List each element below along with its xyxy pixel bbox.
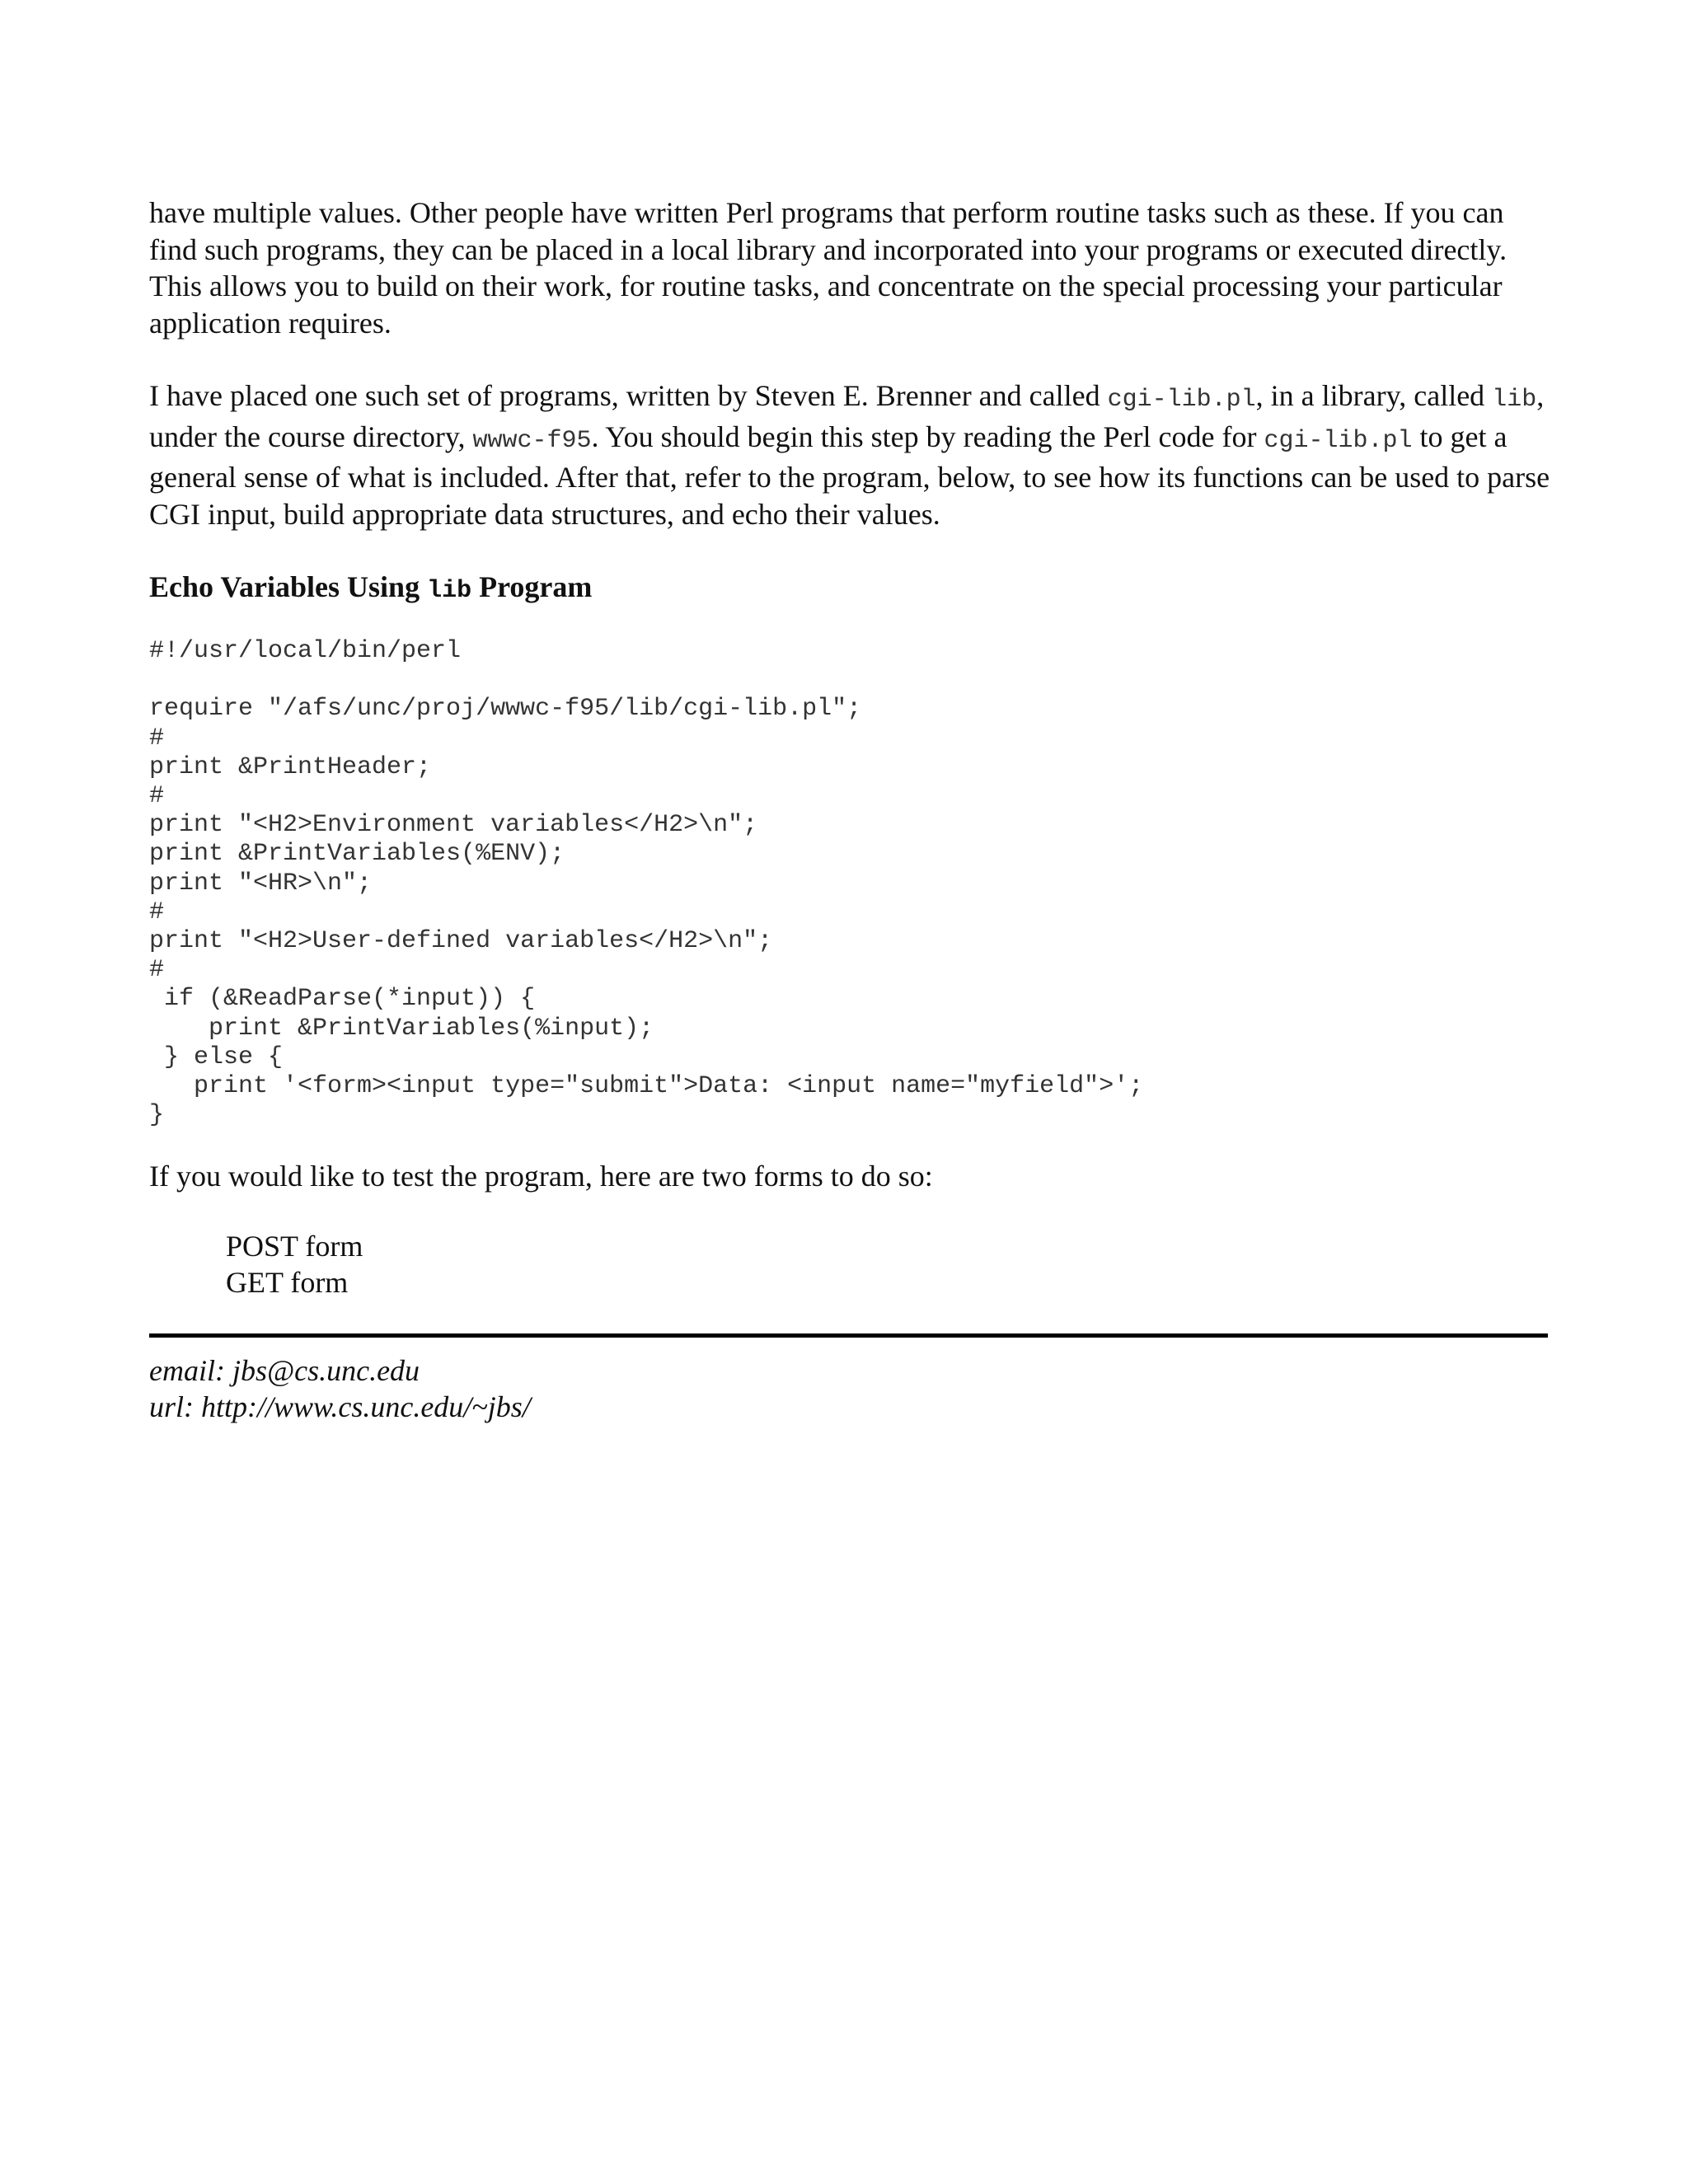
perl-code-listing: #!/usr/local/bin/perl require "/afs/unc/proj/wwwc-f95/lib/cgi-lib.pl"; # print &PrintHeader; # print "<H2>Environment variables</H2>\n"; print &PrintVariables(%ENV); print "<HR>\n"; # print "<H2>User-defined variables</H2>\n"; # if (&ReadParse(*input)) { print &PrintVariables(%input); } else { print '<form><input type="submit">Data: <input name="myfield">'; } bbox=[149, 637, 1144, 1130]
heading-prefix: Echo Variables Using bbox=[149, 570, 428, 603]
post-form-link[interactable]: POST form bbox=[226, 1229, 363, 1263]
library-text-4: . You should begin this step by reading the Perl code for bbox=[591, 419, 1264, 453]
inline-code-lib: lib bbox=[1492, 386, 1537, 414]
library-paragraph bbox=[149, 377, 1550, 532]
homepage-link[interactable]: url: http://www.cs.unc.edu/~jbs/ bbox=[149, 1390, 531, 1423]
get-form-link[interactable]: GET form bbox=[226, 1265, 349, 1299]
form-links-list bbox=[226, 1228, 1550, 1301]
library-text-5: to get a general sense of what is included. After that, refer to the program, below, to see how its functions can be used to parse CGI input, build appropriate data structures, and echo their values. bbox=[149, 419, 1550, 531]
library-text-3: , under the course directory, bbox=[149, 379, 1545, 453]
intro-paragraph: have multiple values. Other people have written Perl programs that perform routine tasks such as these. If you can find such programs, they can be placed in a local library and incorporated into your programs or executed directly. This allows you to build on their work, for routine tasks, and concentrate on the special processing your particular application requires. bbox=[149, 196, 1507, 340]
inline-code-course-dir: wwwc-f95 bbox=[472, 426, 592, 455]
library-text-2: , in a library, called bbox=[1255, 379, 1493, 412]
heading-code: lib bbox=[427, 577, 472, 605]
heading-suffix: Program bbox=[471, 570, 593, 603]
footer-contact bbox=[149, 1352, 1550, 1425]
document-page bbox=[149, 194, 1550, 1425]
test-intro-text: If you would like to test the program, here are two forms to do so: bbox=[149, 1160, 933, 1193]
library-text-1: I have placed one such set of programs, written by Steven E. Brenner and called bbox=[149, 379, 1108, 412]
horizontal-rule bbox=[149, 1333, 1548, 1338]
email-link[interactable]: email: jbs@cs.unc.edu bbox=[149, 1353, 420, 1387]
inline-code-cgi-lib: cgi-lib.pl bbox=[1107, 386, 1256, 414]
inline-code-cgi-lib-2: cgi-lib.pl bbox=[1264, 426, 1413, 455]
section-heading bbox=[149, 569, 1550, 609]
